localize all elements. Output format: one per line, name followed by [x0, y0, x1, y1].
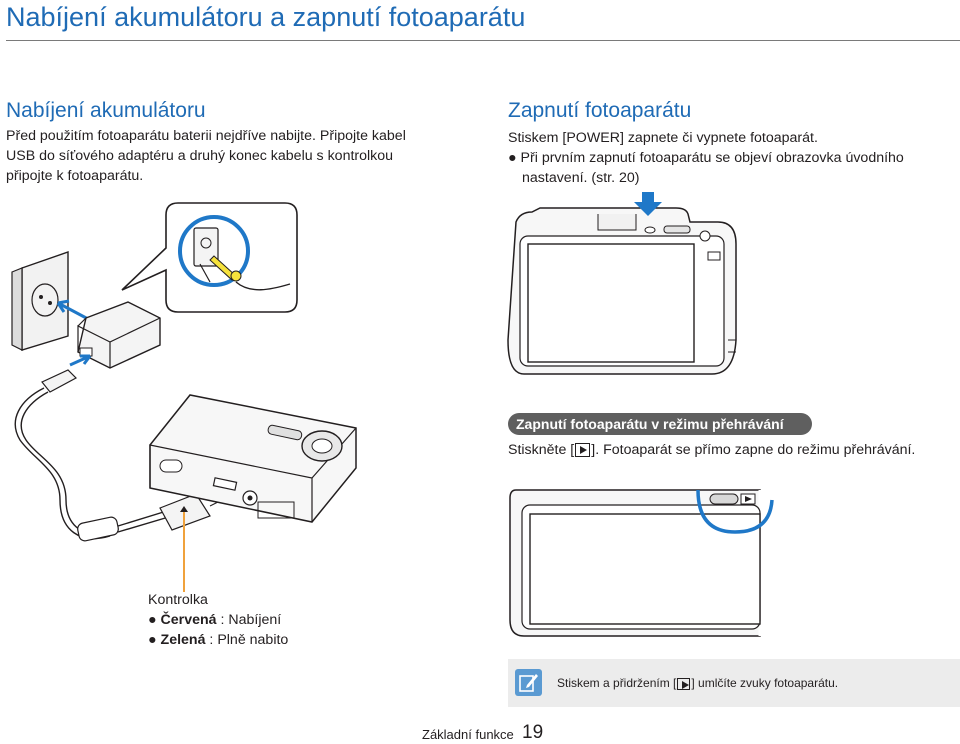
- charging-text: [6, 126, 466, 186]
- page-title: Nabíjení akumulátoru a zapnutí fotoaparátu: [6, 2, 526, 32]
- page-number: 19: [522, 722, 544, 743]
- camera-playback-view: [510, 490, 772, 636]
- title-divider: [6, 40, 960, 41]
- indicator-legend: [148, 590, 448, 650]
- bullet-dot: ●: [148, 632, 157, 648]
- power-on-bullet: [508, 148, 958, 168]
- note-pencil-icon: [515, 669, 542, 696]
- bullet-dot: ●: [508, 150, 517, 166]
- camera-back-view: [508, 208, 736, 374]
- playback-post: ]. Fotoaparát se přímo zapne do režimu přehrávání.: [591, 442, 916, 458]
- socket-callout: [122, 203, 297, 312]
- bullet-dot: ●: [148, 612, 157, 628]
- indicator-label: Kontrolka: [148, 592, 208, 608]
- playback-heading: Zapnutí fotoaparátu v režimu přehrávání: [508, 413, 812, 435]
- ac-adapter: [78, 302, 160, 368]
- bullet-line: nastavení. (str. 20): [522, 170, 640, 186]
- charging-heading: Nabíjení akumulátoru: [6, 99, 206, 122]
- indicator-item-red: [148, 610, 448, 630]
- power-on-post: ] zapnete či vypnete fotoaparát.: [619, 130, 818, 146]
- power-on-text: [508, 128, 958, 188]
- charging-line: Před použitím fotoaparátu baterii nejdříve nabijte. Připojte kabel: [6, 128, 406, 144]
- play-key-icon: [575, 443, 590, 457]
- playback-text: [508, 440, 915, 460]
- charging-line: připojte k fotoaparátu.: [6, 168, 144, 184]
- power-on-heading: Zapnutí fotoaparátu: [508, 99, 692, 122]
- footer-section-label: Základní funkce: [422, 727, 514, 742]
- indicator-color: Červená: [160, 612, 217, 628]
- indicator-sep: :: [205, 632, 218, 648]
- wall-socket: [12, 252, 68, 350]
- playback-pre: Stiskněte [: [508, 442, 575, 458]
- note-pre: Stiskem a přidržením [: [557, 676, 677, 690]
- power-on-pre: Stiskem [: [508, 130, 567, 146]
- note-text: [557, 676, 838, 690]
- indicator-sep: :: [216, 612, 229, 628]
- power-key-label: POWER: [566, 130, 620, 146]
- bullet-line: Při prvním zapnutí fotoaparátu se objeví obrazovka úvodního: [520, 150, 904, 166]
- illustrations: [0, 190, 960, 660]
- usb-arrow-icon: [70, 356, 90, 365]
- power-on-line: [508, 128, 958, 148]
- note-post: ] umlčíte zvuky fotoaparátu.: [691, 676, 839, 690]
- indicator-color: Zelená: [160, 632, 206, 648]
- indicator-item-green: [148, 630, 448, 650]
- charging-line: USB do síťového adaptéru a druhý konec kabelu s kontrolkou: [6, 148, 394, 164]
- play-key-icon: [677, 678, 690, 690]
- indicator-meaning: Plně nabito: [217, 632, 289, 648]
- indicator-meaning: Nabíjení: [228, 612, 282, 628]
